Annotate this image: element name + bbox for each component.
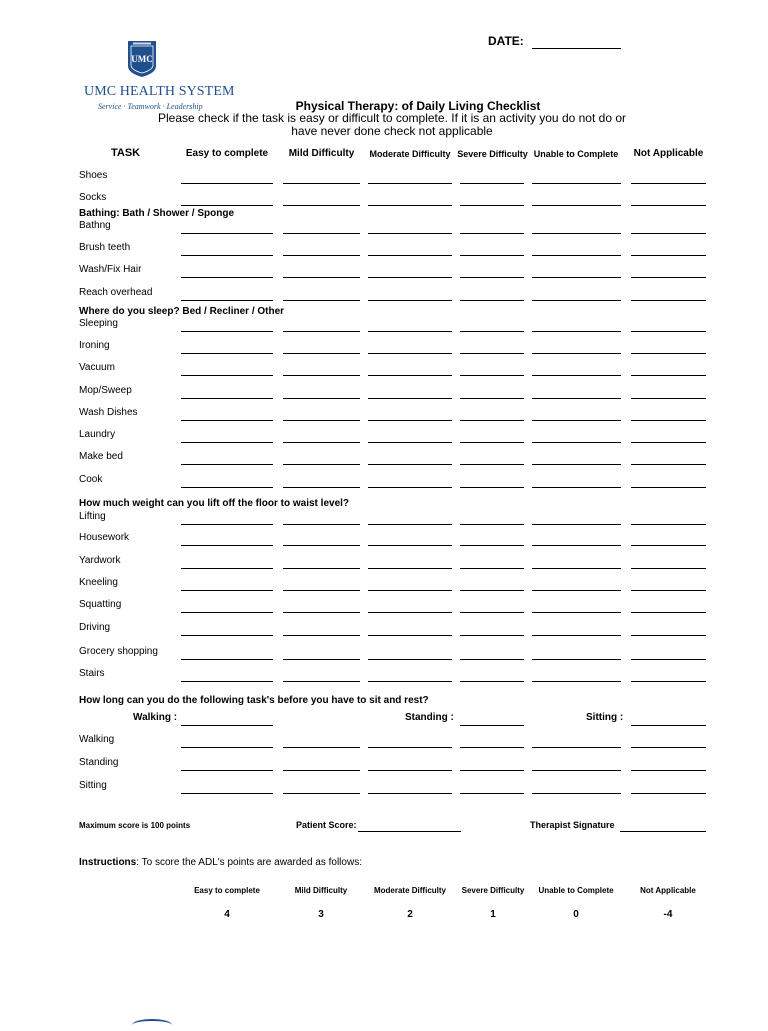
patient-score-field[interactable]	[358, 831, 461, 832]
check-field-unable[interactable]	[532, 747, 621, 748]
check-field-moderate[interactable]	[368, 464, 452, 465]
task-label: Mop/Sweep	[79, 385, 132, 396]
subtitle-line-1: Please check if the task is easy or difficult to complete. If it is an activity you do not do or	[157, 111, 626, 125]
check-field-severe[interactable]	[460, 524, 524, 525]
check-field-mild[interactable]	[283, 331, 360, 332]
check-field-easy[interactable]	[181, 793, 273, 794]
check-field-severe[interactable]	[460, 487, 524, 488]
check-field-unable[interactable]	[532, 590, 621, 591]
umc-shield-icon	[127, 40, 157, 78]
check-field-na[interactable]	[631, 353, 706, 354]
check-field-moderate[interactable]	[368, 205, 452, 206]
scoring-label: Mild Difficulty	[294, 886, 348, 895]
check-field-severe[interactable]	[460, 442, 524, 443]
check-field-severe[interactable]	[460, 375, 524, 376]
check-field-moderate[interactable]	[368, 331, 452, 332]
logo-tagline: Service · Teamwork · Leadership	[98, 102, 203, 111]
check-field-easy[interactable]	[181, 487, 273, 488]
check-field-mild[interactable]	[283, 255, 360, 256]
scoring-points: 3	[318, 909, 324, 920]
check-field-na[interactable]	[631, 487, 706, 488]
check-field-easy[interactable]	[181, 375, 273, 376]
check-field-na[interactable]	[631, 183, 706, 184]
column-header-severe: Severe Difficulty	[457, 149, 528, 159]
check-field-easy[interactable]	[181, 524, 273, 525]
check-field-moderate[interactable]	[368, 300, 452, 301]
check-field-easy[interactable]	[181, 568, 273, 569]
check-field-moderate[interactable]	[368, 183, 452, 184]
check-field-na[interactable]	[631, 545, 706, 546]
column-header-mild: Mild Difficulty	[288, 148, 355, 159]
check-field-mild[interactable]	[283, 375, 360, 376]
instructions	[79, 857, 362, 868]
check-field-easy[interactable]	[181, 205, 273, 206]
subtitle-line-2: have never done check not applicable	[291, 124, 493, 138]
check-field-unable[interactable]	[532, 331, 621, 332]
scoring-label: Easy to complete	[194, 886, 260, 895]
check-field-easy[interactable]	[181, 545, 273, 546]
check-field-moderate[interactable]	[368, 420, 452, 421]
check-field-unable[interactable]	[532, 635, 621, 636]
check-field-moderate[interactable]	[368, 635, 452, 636]
check-field-severe[interactable]	[460, 659, 524, 660]
check-field-unable[interactable]	[532, 612, 621, 613]
check-field-severe[interactable]	[460, 747, 524, 748]
check-field-easy[interactable]	[181, 398, 273, 399]
check-field-moderate[interactable]	[368, 793, 452, 794]
scoring-label: Not Applicable	[640, 886, 696, 895]
check-field-moderate[interactable]	[368, 524, 452, 525]
check-field-mild[interactable]	[283, 300, 360, 301]
date-label: DATE:	[488, 34, 524, 48]
scoring-label: Unable to Complete	[538, 886, 614, 895]
check-field-na[interactable]	[631, 747, 706, 748]
check-field-mild[interactable]	[283, 205, 360, 206]
scoring-points: 4	[224, 909, 230, 920]
check-field-mild[interactable]	[283, 793, 360, 794]
check-field-na[interactable]	[631, 793, 706, 794]
check-field-unable[interactable]	[532, 353, 621, 354]
check-field-unable[interactable]	[532, 375, 621, 376]
check-field-easy[interactable]	[181, 183, 273, 184]
check-field-moderate[interactable]	[368, 545, 452, 546]
check-field-unable[interactable]	[532, 300, 621, 301]
section-bathing: Bathing: Bath / Shower / Sponge	[79, 208, 234, 219]
check-field-severe[interactable]	[460, 545, 524, 546]
check-field-severe[interactable]	[460, 464, 524, 465]
svg-text:UMC: UMC	[131, 54, 153, 64]
check-field-mild[interactable]	[283, 183, 360, 184]
check-field-severe[interactable]	[460, 233, 524, 234]
check-field-moderate[interactable]	[368, 375, 452, 376]
check-field-mild[interactable]	[283, 545, 360, 546]
date-field[interactable]	[532, 48, 621, 49]
check-field-moderate[interactable]	[368, 612, 452, 613]
patient-score-label: Patient Score:	[296, 820, 357, 830]
check-field-mild[interactable]	[283, 398, 360, 399]
check-field-unable[interactable]	[532, 681, 621, 682]
check-field-easy[interactable]	[181, 353, 273, 354]
check-field-unable[interactable]	[532, 442, 621, 443]
check-field-na[interactable]	[631, 635, 706, 636]
check-field-unable[interactable]	[532, 420, 621, 421]
page-subtitle	[0, 112, 768, 138]
check-field-severe[interactable]	[460, 635, 524, 636]
section-weight: How much weight can you lift off the floor to waist level?	[79, 498, 350, 509]
check-field-moderate[interactable]	[368, 590, 452, 591]
task-label: Lifting	[79, 511, 106, 522]
section-sleep: Where do you sleep? Bed / Recliner / Other	[79, 306, 285, 317]
rest-walking-field[interactable]	[181, 725, 273, 726]
check-field-easy[interactable]	[181, 277, 273, 278]
check-field-unable[interactable]	[532, 545, 621, 546]
check-field-mild[interactable]	[283, 590, 360, 591]
check-field-easy[interactable]	[181, 770, 273, 771]
check-field-mild[interactable]	[283, 681, 360, 682]
task-label: Laundry	[79, 429, 116, 440]
scoring-points: 1	[490, 909, 496, 920]
scoring-points: 2	[407, 909, 413, 920]
task-label: Housework	[79, 532, 130, 543]
check-field-unable[interactable]	[532, 205, 621, 206]
check-field-moderate[interactable]	[368, 770, 452, 771]
check-field-na[interactable]	[631, 568, 706, 569]
check-field-unable[interactable]	[532, 568, 621, 569]
check-field-easy[interactable]	[181, 331, 273, 332]
check-field-easy[interactable]	[181, 420, 273, 421]
task-label: Sitting	[79, 780, 107, 791]
rest-standing-field[interactable]	[460, 725, 524, 726]
check-field-mild[interactable]	[283, 659, 360, 660]
check-field-na[interactable]	[631, 277, 706, 278]
task-label: Wash Dishes	[79, 407, 138, 418]
check-field-easy[interactable]	[181, 590, 273, 591]
check-field-unable[interactable]	[532, 255, 621, 256]
check-field-mild[interactable]	[283, 464, 360, 465]
check-field-na[interactable]	[631, 300, 706, 301]
column-header-na: Not Applicable	[633, 148, 704, 159]
task-label: Reach overhead	[79, 287, 153, 298]
check-field-na[interactable]	[631, 770, 706, 771]
task-label: Squatting	[79, 599, 122, 610]
rest-standing-label: Standing :	[405, 712, 454, 723]
check-field-mild[interactable]	[283, 353, 360, 354]
check-field-unable[interactable]	[532, 183, 621, 184]
task-label: Make bed	[79, 451, 123, 462]
check-field-unable[interactable]	[532, 793, 621, 794]
check-field-severe[interactable]	[460, 420, 524, 421]
scoring-points: 0	[573, 909, 579, 920]
task-label: Driving	[79, 622, 111, 633]
rest-walking-label: Walking :	[133, 712, 178, 723]
check-field-easy[interactable]	[181, 300, 273, 301]
task-label: Grocery shopping	[79, 646, 158, 657]
task-label: Ironing	[79, 340, 110, 351]
check-field-severe[interactable]	[460, 183, 524, 184]
task-label: Standing	[79, 757, 119, 768]
logo-arc-decoration	[132, 1019, 172, 1031]
check-field-moderate[interactable]	[368, 442, 452, 443]
check-field-easy[interactable]	[181, 681, 273, 682]
check-field-mild[interactable]	[283, 487, 360, 488]
check-field-na[interactable]	[631, 255, 706, 256]
section-rest: How long can you do the following task's before you have to sit and rest?	[79, 695, 429, 706]
instructions-text: : To score the ADL's points are awarded as follows:	[136, 857, 362, 868]
task-label: Brush teeth	[79, 242, 131, 253]
task-label: Bathng	[79, 220, 111, 231]
scoring-points: -4	[663, 909, 673, 920]
column-header-moderate: Moderate Difficulty	[369, 149, 451, 159]
check-field-moderate[interactable]	[368, 353, 452, 354]
rest-sitting-field[interactable]	[631, 725, 706, 726]
check-field-unable[interactable]	[532, 770, 621, 771]
rest-sitting-label: Sitting :	[586, 712, 624, 723]
check-field-mild[interactable]	[283, 277, 360, 278]
check-field-mild[interactable]	[283, 524, 360, 525]
check-field-moderate[interactable]	[368, 233, 452, 234]
scoring-label: Severe Difficulty	[461, 886, 525, 895]
check-field-mild[interactable]	[283, 612, 360, 613]
task-label: Sleeping	[79, 318, 118, 329]
check-field-moderate[interactable]	[368, 487, 452, 488]
check-field-severe[interactable]	[460, 353, 524, 354]
check-field-na[interactable]	[631, 233, 706, 234]
check-field-severe[interactable]	[460, 681, 524, 682]
check-field-na[interactable]	[631, 442, 706, 443]
therapist-signature-label: Therapist Signature	[530, 820, 615, 830]
check-field-severe[interactable]	[460, 277, 524, 278]
task-label: Vacuum	[79, 362, 115, 373]
check-field-unable[interactable]	[532, 277, 621, 278]
check-field-na[interactable]	[631, 612, 706, 613]
check-field-mild[interactable]	[283, 442, 360, 443]
check-field-moderate[interactable]	[368, 277, 452, 278]
check-field-moderate[interactable]	[368, 659, 452, 660]
check-field-easy[interactable]	[181, 659, 273, 660]
task-label: Cook	[79, 474, 103, 485]
check-field-na[interactable]	[631, 659, 706, 660]
task-label: Walking	[79, 734, 115, 745]
check-field-na[interactable]	[631, 331, 706, 332]
task-label: Wash/Fix Hair	[79, 264, 142, 275]
logo-name: UMC HEALTH SYSTEM	[84, 84, 235, 99]
check-field-easy[interactable]	[181, 233, 273, 234]
check-field-easy[interactable]	[181, 464, 273, 465]
check-field-severe[interactable]	[460, 300, 524, 301]
check-field-severe[interactable]	[460, 398, 524, 399]
check-field-severe[interactable]	[460, 568, 524, 569]
check-field-severe[interactable]	[460, 331, 524, 332]
check-field-na[interactable]	[631, 464, 706, 465]
column-header-unable: Unable to Complete	[533, 149, 619, 159]
check-field-na[interactable]	[631, 590, 706, 591]
check-field-na[interactable]	[631, 420, 706, 421]
task-label: Shoes	[79, 170, 108, 181]
check-field-mild[interactable]	[283, 770, 360, 771]
task-label: Socks	[79, 192, 107, 203]
check-field-na[interactable]	[631, 205, 706, 206]
check-field-na[interactable]	[631, 398, 706, 399]
check-field-severe[interactable]	[460, 770, 524, 771]
instructions-label: Instructions	[79, 857, 137, 868]
task-label: Stairs	[79, 668, 105, 679]
check-field-easy[interactable]	[181, 442, 273, 443]
check-field-mild[interactable]	[283, 747, 360, 748]
check-field-moderate[interactable]	[368, 747, 452, 748]
check-field-moderate[interactable]	[368, 568, 452, 569]
check-field-moderate[interactable]	[368, 398, 452, 399]
page-title: Physical Therapy: of Daily Living Checklist	[295, 99, 541, 113]
task-label: Kneeling	[79, 577, 118, 588]
task-label: Yardwork	[79, 555, 121, 566]
check-field-unable[interactable]	[532, 233, 621, 234]
check-field-unable[interactable]	[532, 398, 621, 399]
check-field-na[interactable]	[631, 375, 706, 376]
check-field-easy[interactable]	[181, 255, 273, 256]
column-header-task: TASK	[111, 147, 141, 159]
check-field-unable[interactable]	[532, 487, 621, 488]
scoring-label: Moderate Difficulty	[373, 886, 446, 895]
check-field-mild[interactable]	[283, 420, 360, 421]
check-field-severe[interactable]	[460, 612, 524, 613]
check-field-moderate[interactable]	[368, 255, 452, 256]
max-score-note: Maximum score is 100 points	[79, 821, 191, 830]
check-field-easy[interactable]	[181, 612, 273, 613]
check-field-severe[interactable]	[460, 255, 524, 256]
check-field-na[interactable]	[631, 524, 706, 525]
check-field-moderate[interactable]	[368, 681, 452, 682]
check-field-severe[interactable]	[460, 205, 524, 206]
check-field-unable[interactable]	[532, 524, 621, 525]
check-field-unable[interactable]	[532, 464, 621, 465]
therapist-signature-field[interactable]	[620, 831, 706, 832]
check-field-mild[interactable]	[283, 568, 360, 569]
check-field-severe[interactable]	[460, 590, 524, 591]
check-field-easy[interactable]	[181, 747, 273, 748]
check-field-mild[interactable]	[283, 233, 360, 234]
check-field-mild[interactable]	[283, 635, 360, 636]
check-field-easy[interactable]	[181, 635, 273, 636]
check-field-unable[interactable]	[532, 659, 621, 660]
check-field-severe[interactable]	[460, 793, 524, 794]
check-field-na[interactable]	[631, 681, 706, 682]
column-header-easy: Easy to complete	[185, 148, 269, 159]
